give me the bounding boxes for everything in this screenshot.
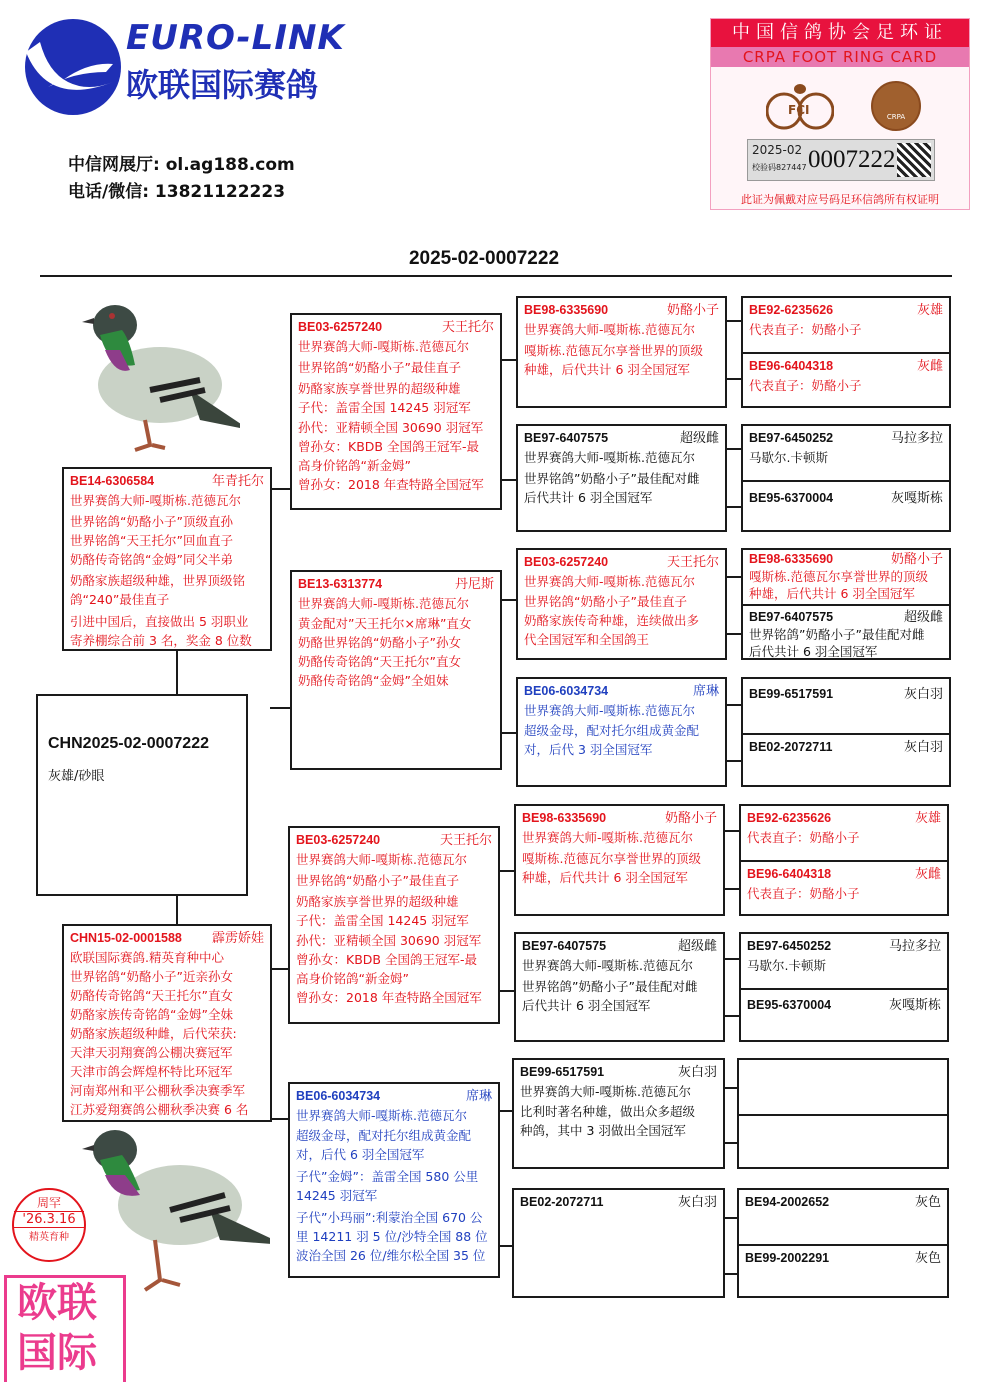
pedigree-line: 世界赛鸽大师-嘎斯栋.范德瓦尔: [298, 339, 469, 354]
pedigree-line: 奶酪传奇铭鸽“金姆”同父半弟: [70, 552, 233, 567]
ssdd-box[interactable]: [743, 482, 949, 511]
pigeon-name: 灰雌: [914, 867, 941, 882]
pedigree-line: 世界赛鸽大师-嘎斯栋.范德瓦尔: [522, 830, 693, 845]
pedigree-line: 奶酪传奇铭鸽“天王托尔”直女: [298, 654, 461, 669]
pigeon-name: 席琳: [465, 1089, 492, 1104]
ring-number: BE92-6235626: [749, 303, 834, 317]
title-divider: [40, 275, 952, 277]
sdss-box[interactable]: [743, 550, 949, 606]
ring-number: BE06-6034734: [524, 684, 609, 698]
dam-sire-box[interactable]: [288, 826, 500, 1024]
pigeon-name: 超级雌: [677, 939, 717, 954]
pigeon-name: 灰嘎斯栋: [890, 491, 943, 506]
pedigree-line: 引进中国后，直接做出 5 羽职业: [70, 614, 249, 629]
pedigree-line: 嘎斯栋.范德瓦尔享誉世界的顶级: [749, 569, 928, 584]
qr-code-icon: [897, 143, 931, 177]
pedigree-line: 种雄，后代共计 6 羽全国冠军: [522, 870, 688, 885]
pedigree-line: 高身价铭鸽“新金姆”: [298, 458, 411, 473]
pedigree-line: 世界铭鸽“奶酪小子”最佳直子: [298, 360, 461, 375]
pedigree-line: 世界赛鸽大师-嘎斯栋.范德瓦尔: [524, 322, 695, 337]
fci-logo: FCI: [766, 81, 834, 131]
ring-number: 0007222: [808, 146, 896, 173]
pedigree-line: 超级金母，配对托尔组成黄金配: [296, 1128, 472, 1143]
pedigree-line: 欧联国际赛鸽.精英育种中心: [70, 950, 224, 965]
pigeon-name: 年青托尔: [211, 474, 264, 489]
ddd-box[interactable]: [512, 1188, 725, 1298]
pedigree-line: 世界赛鸽大师-嘎斯栋.范德瓦尔: [524, 703, 695, 718]
sdds-box[interactable]: [743, 679, 949, 735]
ring-series: 2025-02: [752, 143, 803, 157]
pedigree-line: 奶酪家族传奇种雄，连续做出多: [524, 613, 700, 628]
pedigree-line: 世界铭鸽“奶酪小子”近亲孙女: [70, 969, 233, 984]
pedigree-line: 世界铭鸽”奶酪小子”最佳配对雌: [522, 979, 698, 994]
pedigree-line: 后代共计 6 羽全国冠军: [749, 644, 878, 659]
pedigree-line: 奶酪世界铭鸽“奶酪小子”孙女: [298, 635, 461, 650]
pedigree-line: 世界赛鸽大师-嘎斯栋.范德瓦尔: [520, 1084, 691, 1099]
gen4-pair: [741, 548, 951, 660]
dds-box[interactable]: [512, 1058, 725, 1169]
pedigree-line: 世界铭鸽“奶酪小子”最佳直子: [296, 873, 459, 888]
dsss-box[interactable]: [741, 806, 947, 862]
ring-number: BE97-6407575: [749, 610, 834, 624]
pedigree-line: 世界赛鸽大师-嘎斯栋.范德瓦尔: [70, 493, 241, 508]
ring-number: BE97-6450252: [749, 431, 834, 445]
pigeon-name: 天王托尔: [439, 833, 492, 848]
ring-card-footer: 此证为佩戴对应号码足环信鸽所有权证明: [741, 193, 939, 206]
ring-number: BE03-6257240: [298, 320, 383, 334]
pedigree-line: 奶酪家族超级种雌，后代荣获:: [70, 1026, 237, 1041]
pedigree-line: 马歇尔.卡顿斯: [747, 958, 826, 973]
connector: [176, 650, 178, 696]
pedigree-line: 子代”金姆”：盖雷全国 580 公里: [296, 1169, 479, 1184]
pedigree-line: 比利时著名种雄，做出众多超级: [520, 1104, 696, 1119]
gen4-pair: [741, 424, 951, 532]
pigeon-name: 灰白羽: [903, 687, 943, 702]
pedigree-line: 孙代：亚精顿全国 30690 羽冠军: [298, 420, 484, 435]
logo: [18, 12, 368, 117]
sire-dam-box[interactable]: [290, 570, 502, 770]
sdsd-box[interactable]: [743, 606, 949, 663]
ring-number: BE02-2072711: [749, 740, 833, 754]
gen4-pair: [739, 804, 949, 916]
pigeon-name: 灰雌: [916, 359, 943, 374]
pedigree-line: 波治全国 26 位/维尔松全国 35 位: [296, 1248, 486, 1263]
logo-text-cn: 欧联国际赛鸽: [126, 66, 319, 104]
pigeon-name: 灰白羽: [677, 1065, 717, 1080]
ring-number: BE03-6257240: [524, 555, 609, 569]
sdd-box[interactable]: [516, 677, 727, 787]
ring-number: BE94-2002652: [745, 1195, 830, 1209]
pigeon-name: 席琳: [692, 684, 719, 699]
ring-number: BE95-6370004: [747, 998, 832, 1012]
dam-dam-box[interactable]: [288, 1082, 500, 1278]
ddss-box[interactable]: [739, 1060, 947, 1116]
ring-number: BE14-6306584: [70, 474, 155, 488]
pedigree-line: 种雄，后代共计 6 羽全国冠军: [524, 362, 690, 377]
pigeon-name: 霹雳娇娃: [211, 931, 264, 946]
connector: [270, 488, 292, 490]
pedigree-line: 代表直子：奶酪小子: [749, 322, 862, 337]
ring-number: BE96-6404318: [747, 867, 832, 881]
pedigree-line: 黄金配对”天王托尔×席琳”直女: [298, 616, 472, 631]
pedigree-line: 代表直子：奶酪小子: [747, 886, 860, 901]
pedigree-line: 世界赛鸽大师-嘎斯栋.范德瓦尔: [524, 574, 695, 589]
pedigree-line: 子代：盖雷全国 14245 羽冠军: [296, 913, 469, 928]
pedigree-line: 世界赛鸽大师-嘎斯栋.范德瓦尔: [296, 852, 467, 867]
pigeon-name: 奶酪小子: [666, 303, 719, 318]
ring-number: CHN15-02-0001588: [70, 931, 182, 945]
crpa-logo: CRPA: [871, 81, 921, 131]
ring-number: BE99-6517591: [520, 1065, 605, 1079]
subject-ring: CHN2025-02-0007222: [48, 735, 209, 752]
ssd-box[interactable]: [516, 424, 727, 532]
pigeon-name: 奶酪小子: [664, 811, 717, 826]
ring-card-title-en: CRPA FOOT RING CARD: [711, 47, 969, 67]
pigeon-name: 天王托尔: [666, 555, 719, 570]
pedigree-line: 马歇尔.卡顿斯: [749, 450, 828, 465]
pedigree-line: 代表直子：奶酪小子: [747, 830, 860, 845]
pedigree-line: 曾孙女：KBDB 全国鸽王冠军-最: [298, 439, 479, 454]
dsds-box[interactable]: [741, 934, 947, 990]
pedigree-line: 嘎斯栋.范德瓦尔享誉世界的顶级: [524, 343, 703, 358]
pedigree-line: 奶酪家族超级种雄，世界顶级铭: [70, 573, 246, 588]
ddds-box[interactable]: [739, 1190, 947, 1246]
pedigree-line: 对，后代 3 羽全国冠军: [524, 742, 653, 757]
pedigree-line: 天津天羽翔赛鸽公棚决赛冠军: [70, 1045, 233, 1060]
ring-card-title-cn: 中国信鸽协会足环证: [711, 19, 969, 47]
pedigree-line: 高身价铭鸽“新金姆”: [296, 971, 409, 986]
pigeon-name: 马拉多拉: [888, 939, 941, 954]
pedigree-line: 曾孙女：2018 年查特路全国冠军: [298, 477, 484, 492]
ring-number: BE97-6450252: [747, 939, 832, 953]
pedigree-line: 种雄，后代共计 6 羽全国冠军: [749, 586, 915, 601]
pigeon-name: 奶酪小子: [890, 552, 943, 567]
pigeon-name: 天王托尔: [441, 320, 494, 335]
subject-desc: 灰雄/砂眼: [48, 769, 105, 784]
sds-box[interactable]: [516, 548, 727, 660]
pedigree-line: 代全国冠军和全国鸽王: [524, 632, 650, 647]
pedigree-line: 世界铭鸽”奶酪小子”最佳配对雌: [749, 627, 925, 642]
pedigree-line: 后代共计 6 羽全国冠军: [524, 490, 653, 505]
foot-ring-card: [710, 18, 970, 210]
dsdd-box[interactable]: [741, 990, 947, 1018]
pedigree-line: 奶酪家族传奇铭鸽“金姆”全妹: [70, 1007, 233, 1022]
phone-info: 电话/微信: 13821122223: [68, 182, 286, 202]
subject-box[interactable]: [36, 694, 248, 896]
logo-text-en: EURO-LINK: [126, 18, 345, 58]
sddd-box[interactable]: [743, 735, 949, 760]
ssds-box[interactable]: [743, 426, 949, 482]
pedigree-line: 世界铭鸽“奶酪小子”顶级直孙: [70, 514, 233, 529]
ring-number: BE98-6335690: [522, 811, 607, 825]
ring-number: BE03-6257240: [296, 833, 381, 847]
pedigree-line: 子代：盖雷全国 14245 羽冠军: [298, 400, 471, 415]
gen4-pair-empty: [737, 1058, 949, 1169]
pigeon-name: 超级雌: [679, 431, 719, 446]
pedigree-line: 世界赛鸽大师-嘎斯栋.范德瓦尔: [298, 596, 469, 611]
pigeon-name: 灰雄: [916, 303, 943, 318]
ring-number: BE99-6517591: [749, 687, 834, 701]
sssd-box[interactable]: [743, 354, 949, 398]
ring-number: BE98-6335690: [524, 303, 609, 317]
pedigree-line: 里 14211 羽 5 位/沙特全国 88 位: [296, 1229, 488, 1244]
ring-number: BE98-6335690: [749, 552, 834, 566]
pedigree-line: 江苏爱翔赛鸽公棚秋季决赛 6 名: [70, 1102, 249, 1117]
pigeon-photo-top: [60, 280, 240, 460]
pedigree-line: 种鸽，其中 3 羽做出全国冠军: [520, 1123, 686, 1138]
ring-number: BE02-2072711: [520, 1195, 604, 1209]
ring-number: BE97-6407575: [524, 431, 609, 445]
ring-number: BE92-6235626: [747, 811, 832, 825]
dddd-box[interactable]: [739, 1246, 947, 1271]
pedigree-line: 天津市鸽会辉煌杯特比环冠军: [70, 1064, 233, 1079]
pedigree-line: 世界铭鸽“奶酪小子”最佳直子: [524, 594, 687, 609]
ring-check-code: 校验码827447: [752, 163, 807, 172]
pedigree-line: 鸽“240”最佳直子: [70, 592, 170, 607]
dssd-box[interactable]: [741, 862, 947, 906]
pedigree-line: 世界铭鸽”奶酪小子”最佳配对雌: [524, 471, 700, 486]
pigeon-name: 灰雄: [914, 811, 941, 826]
pigeon-name: 灰嘎斯栋: [888, 998, 941, 1013]
dss-box[interactable]: [514, 804, 725, 916]
ring-number: BE95-6370004: [749, 491, 834, 505]
pedigree-line: 曾孙女：2018 年查特路全国冠军: [296, 990, 482, 1005]
pedigree-line: 后代共计 6 羽全国冠军: [522, 998, 651, 1013]
gen4-pair: [737, 1188, 949, 1298]
ddsd-box[interactable]: [739, 1116, 947, 1122]
pigeon-name: 灰白羽: [677, 1195, 717, 1210]
pedigree-line: 奶酪传奇铭鸽“金姆”全姐妹: [298, 673, 449, 688]
sss-box[interactable]: [516, 296, 727, 408]
dove-logo-icon: [18, 12, 128, 117]
pedigree-line: 世界赛鸽大师-嘎斯栋.范德瓦尔: [524, 450, 695, 465]
pedigree-line: 嘎斯栋.范德瓦尔享誉世界的顶级: [522, 851, 701, 866]
pedigree-line: 代表直子：奶酪小子: [749, 378, 862, 393]
gen4-pair: [739, 932, 949, 1042]
sire-box[interactable]: [62, 467, 272, 651]
ring-number-panel: [747, 139, 935, 181]
date-stamp: 周罕 '26.3.16 精英育种: [12, 1188, 86, 1262]
gen4-pair: [741, 677, 951, 787]
pedigree-line: 超级金母，配对托尔组成黄金配: [524, 723, 700, 738]
pedigree-line: 世界铭鸽“天王托尔”回血直子: [70, 533, 233, 548]
gen4-pair: [741, 296, 951, 408]
pedigree-line: 14245 羽冠军: [296, 1188, 378, 1203]
sire-sire-box[interactable]: [290, 313, 502, 510]
pigeon-name: 丹尼斯: [454, 577, 494, 592]
ring-number: BE97-6407575: [522, 939, 607, 953]
pigeon-name: 马拉多拉: [890, 431, 943, 446]
showroom-info: 中信网展厅: ol.ag188.com: [68, 155, 295, 175]
pigeon-name: 灰色: [914, 1195, 941, 1210]
pedigree-line: 河南郑州和平公棚秋季决赛季军: [70, 1083, 246, 1098]
pedigree-line: 奶酪家族享誉世界的超级种雄: [296, 894, 459, 909]
pigeon-name: 超级雌: [903, 610, 943, 625]
pedigree-line: 世界赛鸽大师-嘎斯栋.范德瓦尔: [522, 958, 693, 973]
pedigree-line: 孙代：亚精顿全国 30690 羽冠军: [296, 933, 482, 948]
pedigree-line: 曾孙女：KBDB 全国鸽王冠军-最: [296, 952, 477, 967]
pedigree-line: 奶酪家族享誉世界的超级种雄: [298, 381, 461, 396]
connector: [270, 707, 292, 709]
ring-number: BE99-2002291: [745, 1251, 830, 1265]
ssss-box[interactable]: [743, 298, 949, 354]
pedigree-line: 寄养棚综合前 3 名，奖金 8 位数: [70, 633, 252, 648]
pedigree-line: 对，后代 6 羽全国冠军: [296, 1147, 425, 1162]
dsd-box[interactable]: [514, 932, 725, 1042]
pedigree-line: 子代”小玛丽”:利蒙治全国 670 公: [296, 1210, 483, 1225]
ring-number: BE06-6034734: [296, 1089, 381, 1103]
ring-number: BE13-6313774: [298, 577, 383, 591]
ring-number: BE96-6404318: [749, 359, 834, 373]
seal-stamp: 欧联国际: [4, 1275, 126, 1382]
pedigree-line: 奶酪传奇铭鸽“天王托尔”直女: [70, 988, 233, 1003]
pigeon-name: 灰色: [914, 1251, 941, 1266]
pedigree-line: 世界赛鸽大师-嘎斯栋.范德瓦尔: [296, 1108, 467, 1123]
document-title: 2025-02-0007222: [408, 248, 560, 269]
connector: [176, 894, 178, 924]
pigeon-name: 灰白羽: [903, 740, 943, 755]
dam-box[interactable]: [62, 924, 272, 1122]
